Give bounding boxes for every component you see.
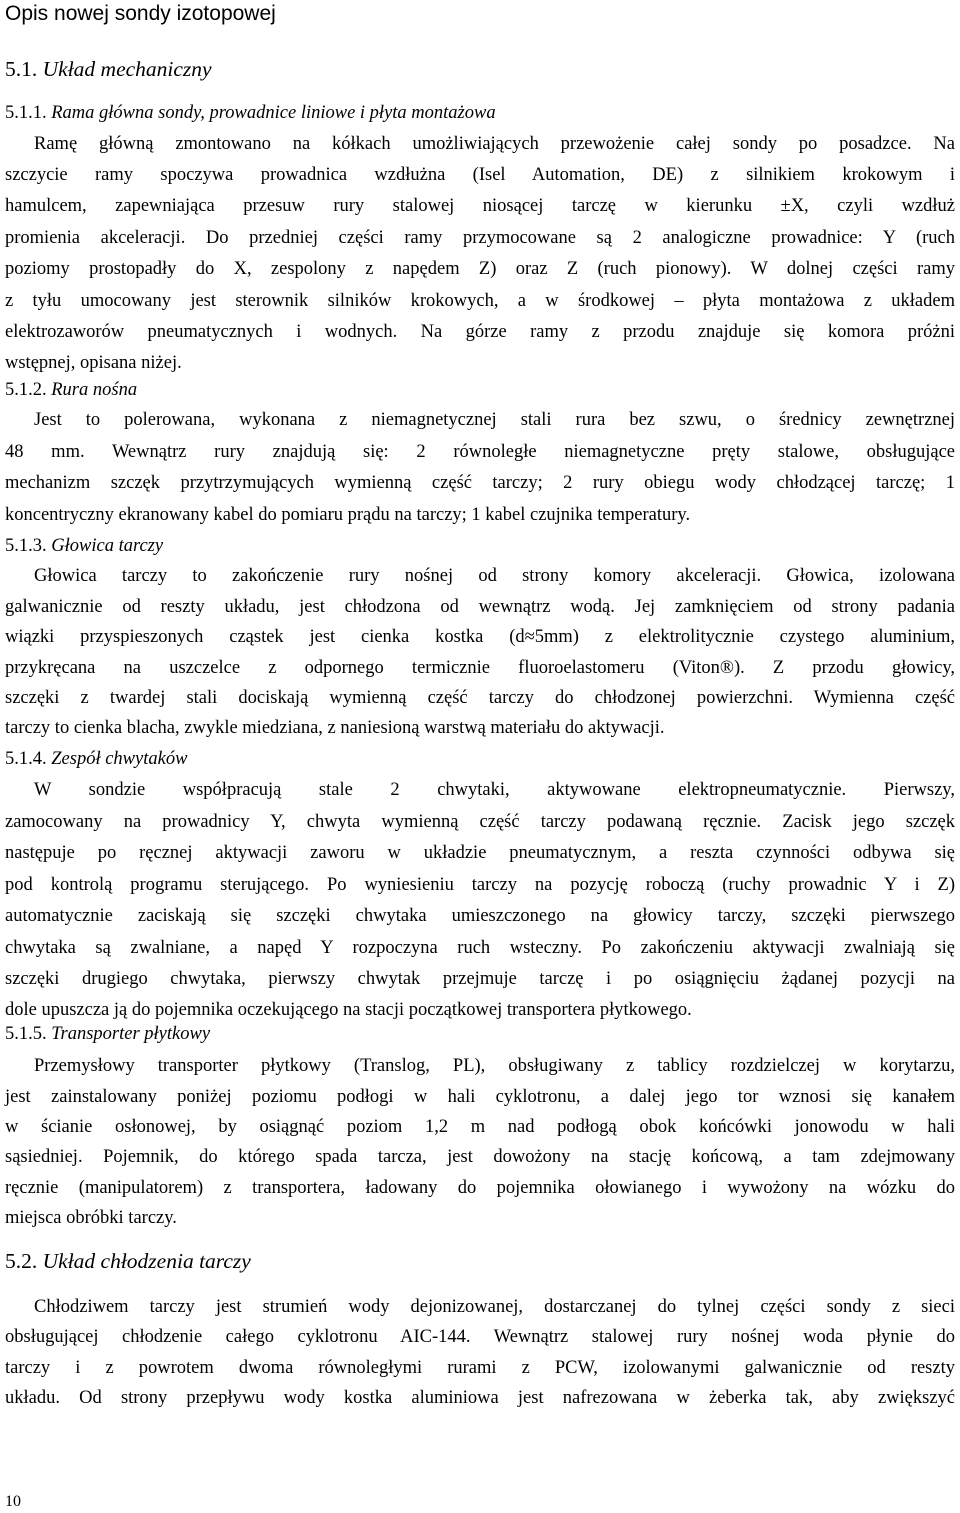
subsection-title: Głowica tarczy (51, 536, 164, 556)
paragraph-line: mechanizm szczęk przytrzymujących wymienną część tarczy; 2 rury obiegu wody chłodzącej tarczę; 1 (5, 473, 955, 493)
page-number: 10 (5, 1493, 21, 1510)
paragraph-line: 48 mm. Wewnątrz rury znajdują się: 2 równoległe niemagnetyczne pręty stalowe, obsługujące (5, 442, 955, 462)
paragraph-line: obsługującej chłodzenie całego cyklotronu AIC-144. Wewnątrz stalowej rury nośnej woda płynie do (5, 1327, 955, 1347)
section-title: Układ chłodzenia tarczy (42, 1249, 251, 1273)
paragraph-line: galwanicznie od reszty układu, jest chłodzona od wewnątrz wodą. Jej zamknięciem od strony padania (5, 597, 955, 617)
paragraph-line: ręcznie (manipulatorem) z transportera, ładowany do pojemnika ołowianego i wywożony na wózku do (5, 1178, 955, 1198)
subsection-title: Rura nośna (51, 380, 138, 400)
paragraph-line: poziomy prostopadły do X, zespolony z napędem Z) oraz Z (ruch pionowy). W dolnej części ramy (5, 259, 955, 279)
subsection-heading-5-1-4 (5, 747, 955, 771)
paragraph-line: W sondzie współpracują stale 2 chwytaki, aktywowane elektropneumatycznie. Pierwszy, (34, 780, 955, 800)
paragraph-line: szczęki drugiego chwytaka, pierwszy chwytak przejmuje tarczę i po osiągnięciu żądanej pozycji na (5, 969, 955, 989)
paragraph-line: wiązki przyspieszonych cząstek jest cienka kostka (d≈5mm) z elektrolitycznie czystego aluminium, (5, 627, 955, 647)
subsection-title: Rama główna sondy, prowadnice liniowe i płyta montażowa (51, 103, 496, 123)
paragraph-line: zamocowany na prowadnicy Y, chwyta wymienną część tarczy podawaną ręcznie. Zacisk jego szczęk (5, 812, 955, 832)
paragraph-line: Przemysłowy transporter płytkowy (Translog, PL), obsługiwany z tablicy rozdzielczej w korytarzu, (34, 1056, 955, 1076)
subsection-number: 5.1.1. (5, 103, 47, 123)
paragraph-line: następuje po ręcznej aktywacji zaworu w układzie pneumatycznym, a reszta czynności odbywa się (5, 843, 955, 863)
paragraph-line: wstępnej, opisana niżej. (5, 353, 182, 373)
subsection-heading-5-1-3 (5, 534, 955, 558)
paragraph-line: hamulcem, zapewniająca przesuw rury stalowej niosącej tarczę w kierunku ±X, czyli wzdłuż (5, 196, 955, 216)
paragraph-line: elektrozaworów pneumatycznych i wodnych. Na górze ramy z przodu znajduje się komora próżni (5, 322, 955, 342)
paragraph-line: pod kontrolą programu sterującego. Po wyniesieniu tarczy na pozycję roboczą (ruchy prowadnic Y i Z) (5, 875, 955, 895)
paragraph-line: w ścianie osłonowej, by osiągnąć poziom 1,2 m nad podłogą obok końcówki jonowodu w hali (5, 1117, 955, 1137)
subsection-heading-5-1-2 (5, 378, 955, 402)
subsection-number: 5.1.4. (5, 749, 47, 769)
subsection-title: Zespół chwytaków (51, 749, 188, 769)
paragraph-line: miejsca obróbki tarczy. (5, 1208, 177, 1228)
subsection-title: Transporter płytkowy (51, 1024, 211, 1044)
paragraph-line: sąsiedniej. Pojemnik, do którego spada tarcza, jest dowożony na stację końcową, a tam zdejmowany (5, 1147, 955, 1167)
paragraph-line: promienia akceleracji. Do przedniej części ramy przymocowane są 2 analogiczne prowadnice: Y (ruch (5, 228, 955, 248)
subsection-number: 5.1.3. (5, 536, 47, 556)
paragraph-line: dole upuszcza ją do pojemnika oczekującego na stacji początkowej transportera płytkowego. (5, 1000, 692, 1020)
paragraph-line: z tyłu umocowany jest sterownik silników krokowych, a w środkowej – płyta montażowa z układem (5, 291, 955, 311)
subsection-heading-5-1-5 (5, 1022, 955, 1046)
paragraph-line: Jest to polerowana, wykonana z niemagnetycznej stali rura bez szwu, o średnicy zewnętrznej (34, 410, 955, 430)
paragraph-line: koncentryczny ekranowany kabel do pomiaru prądu na tarczy; 1 kabel czujnika temperatury. (5, 505, 691, 525)
subsection-number: 5.1.5. (5, 1024, 47, 1044)
paragraph-line: jest zainstalowany poniżej poziomu podłogi w hali cyklotronu, a dalej jego tor wznosi się kanałem (5, 1087, 955, 1107)
section-heading-5-2 (5, 1249, 955, 1273)
paragraph-line: tarczy to cienka blacha, zwykle miedziana, z naniesioną warstwą materiału do aktywacji. (5, 718, 665, 738)
section-number: 5.1. (5, 57, 38, 81)
running-header: Opis nowej sondy izotopowej (5, 2, 276, 25)
paragraph-line: automatycznie zaciskają się szczęki chwytaka umieszczonego na głowicy tarczy, szczęki pierwszego (5, 906, 955, 926)
paragraph-line: szczycie ramy spoczywa prowadnica wzdłużna (Isel Automation, DE) z silnikiem krokowym i (5, 165, 955, 185)
paragraph-line: układu. Od strony przepływu wody kostka aluminiowa jest nafrezowana w żeberka tak, aby zwiększyć (5, 1388, 955, 1408)
paragraph-line: szczęki z twardej stali dociskają wymienną część tarczy do chłodzonej powierzchni. Wymienna część (5, 688, 955, 708)
paragraph-line: chwytaka są zwalniane, a napęd Y rozpoczyna ruch wsteczny. Po zakończeniu aktywacji zwalniają się (5, 938, 955, 958)
paragraph-line: Ramę główną zmontowano na kółkach umożliwiających przewożenie całej sondy po posadzce. Na (34, 134, 955, 154)
section-heading-5-1 (5, 57, 955, 81)
paragraph-line: przykręcana na uszczelce z odpornego termicznie fluoroelastomeru (Viton®). Z przodu głowicy, (5, 658, 955, 678)
section-number: 5.2. (5, 1249, 38, 1273)
paragraph-line: Głowica tarczy to zakończenie rury nośnej od strony komory akceleracji. Głowica, izolowana (34, 566, 955, 586)
subsection-number: 5.1.2. (5, 380, 47, 400)
subsection-heading-5-1-1 (5, 101, 955, 125)
section-title: Układ mechaniczny (42, 57, 212, 81)
paragraph-line: Chłodziwem tarczy jest strumień wody dejonizowanej, dostarczanej do tylnej części sondy z sieci (34, 1297, 955, 1317)
paragraph-line: tarczy i z powrotem dwoma równoległymi rurami z PCW, izolowanymi galwanicznie od reszty (5, 1358, 955, 1378)
